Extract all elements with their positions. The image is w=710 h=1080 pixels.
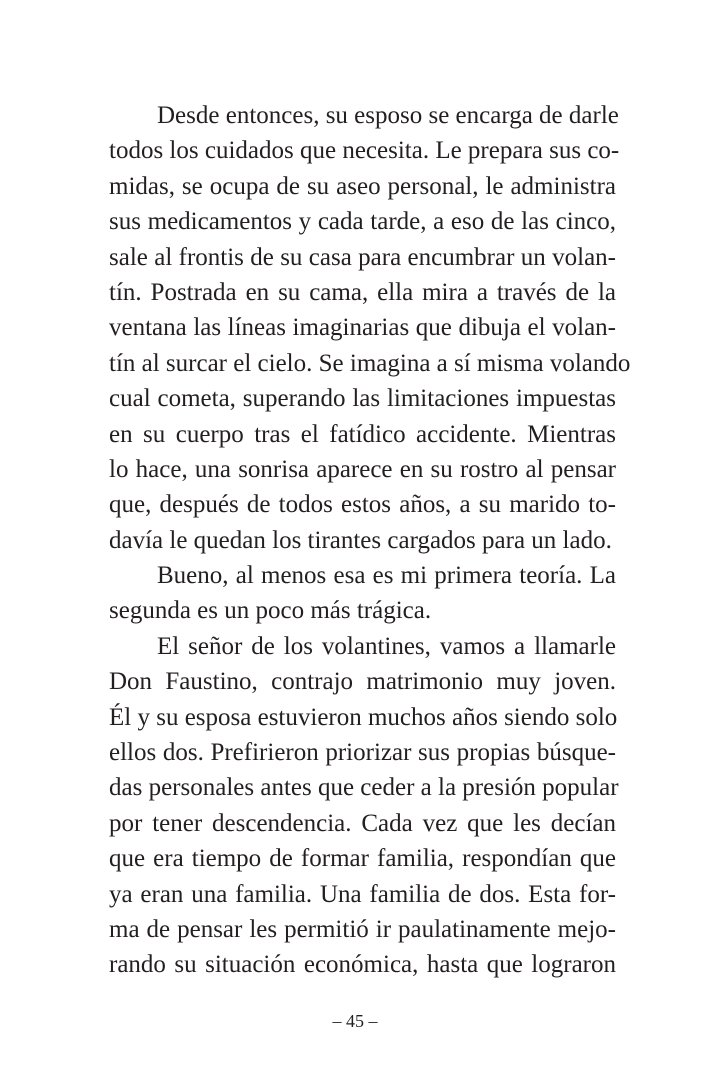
text-line: ma de pensar les permitió ir paulatinamente mejo- [109,915,616,943]
text-line: das personales antes que ceder a la presión popular [109,774,619,802]
text-line: ventana las líneas imaginarias que dibuja el volan- [109,314,616,342]
text-line: en su cuerpo tras el fatídico accidente. Mientras [109,420,616,448]
text-line: cual cometa, superando las limitaciones impuestas [109,385,616,413]
text-line: Desde entonces, su esposo se encarga de darle [157,102,619,129]
text-line: El señor de los volantines, vamos a llamarle [157,632,616,660]
text-line: tín al surcar el cielo. Se imagina a sí misma volando [109,349,631,377]
text-line: por tener descendencia. Cada vez que les decían [109,809,616,837]
text-line: ellos dos. Prefirieron priorizar sus propias búsque- [109,739,616,767]
paragraph-3 [109,629,619,983]
text-line: rando su situación económica, hasta que lograron [109,951,616,979]
body-text [109,98,631,983]
paragraph-2 [109,558,616,629]
text-line: sus medicamentos y cada tarde, a eso de las cinco, [109,208,616,236]
text-line: Bueno, al menos esa es mi primera teoría. La [157,562,616,590]
text-line: que era tiempo de formar familia, respondían que [109,845,616,873]
text-line: Él y su esposa estuvieron muchos años siendo solo [109,703,618,731]
text-line: midas, se ocupa de su aseo personal, le administra [109,172,616,200]
page-number: – 45 – [332,1011,378,1031]
text-line: que, después de todos estos años, a su marido to- [109,491,616,519]
text-line: Don Faustino, contrajo matrimonio muy joven. [109,668,616,696]
text-line: lo hace, una sonrisa aparece en su rostro al pensar [109,455,616,483]
text-line: tín. Postrada en su cama, ella mira a través de la [109,278,616,306]
text-line: davía le quedan los tirantes cargados para un lado. [109,526,612,554]
text-line: todos los cuidados que necesita. Le prepara sus co- [109,137,620,165]
text-line: sale al frontis de su casa para encumbrar un volan- [109,243,616,271]
text-line: segunda es un poco más trágica. [109,597,432,625]
text-line: ya eran una familia. Una familia de dos. Esta for- [109,880,616,908]
paragraph-1 [109,98,631,558]
